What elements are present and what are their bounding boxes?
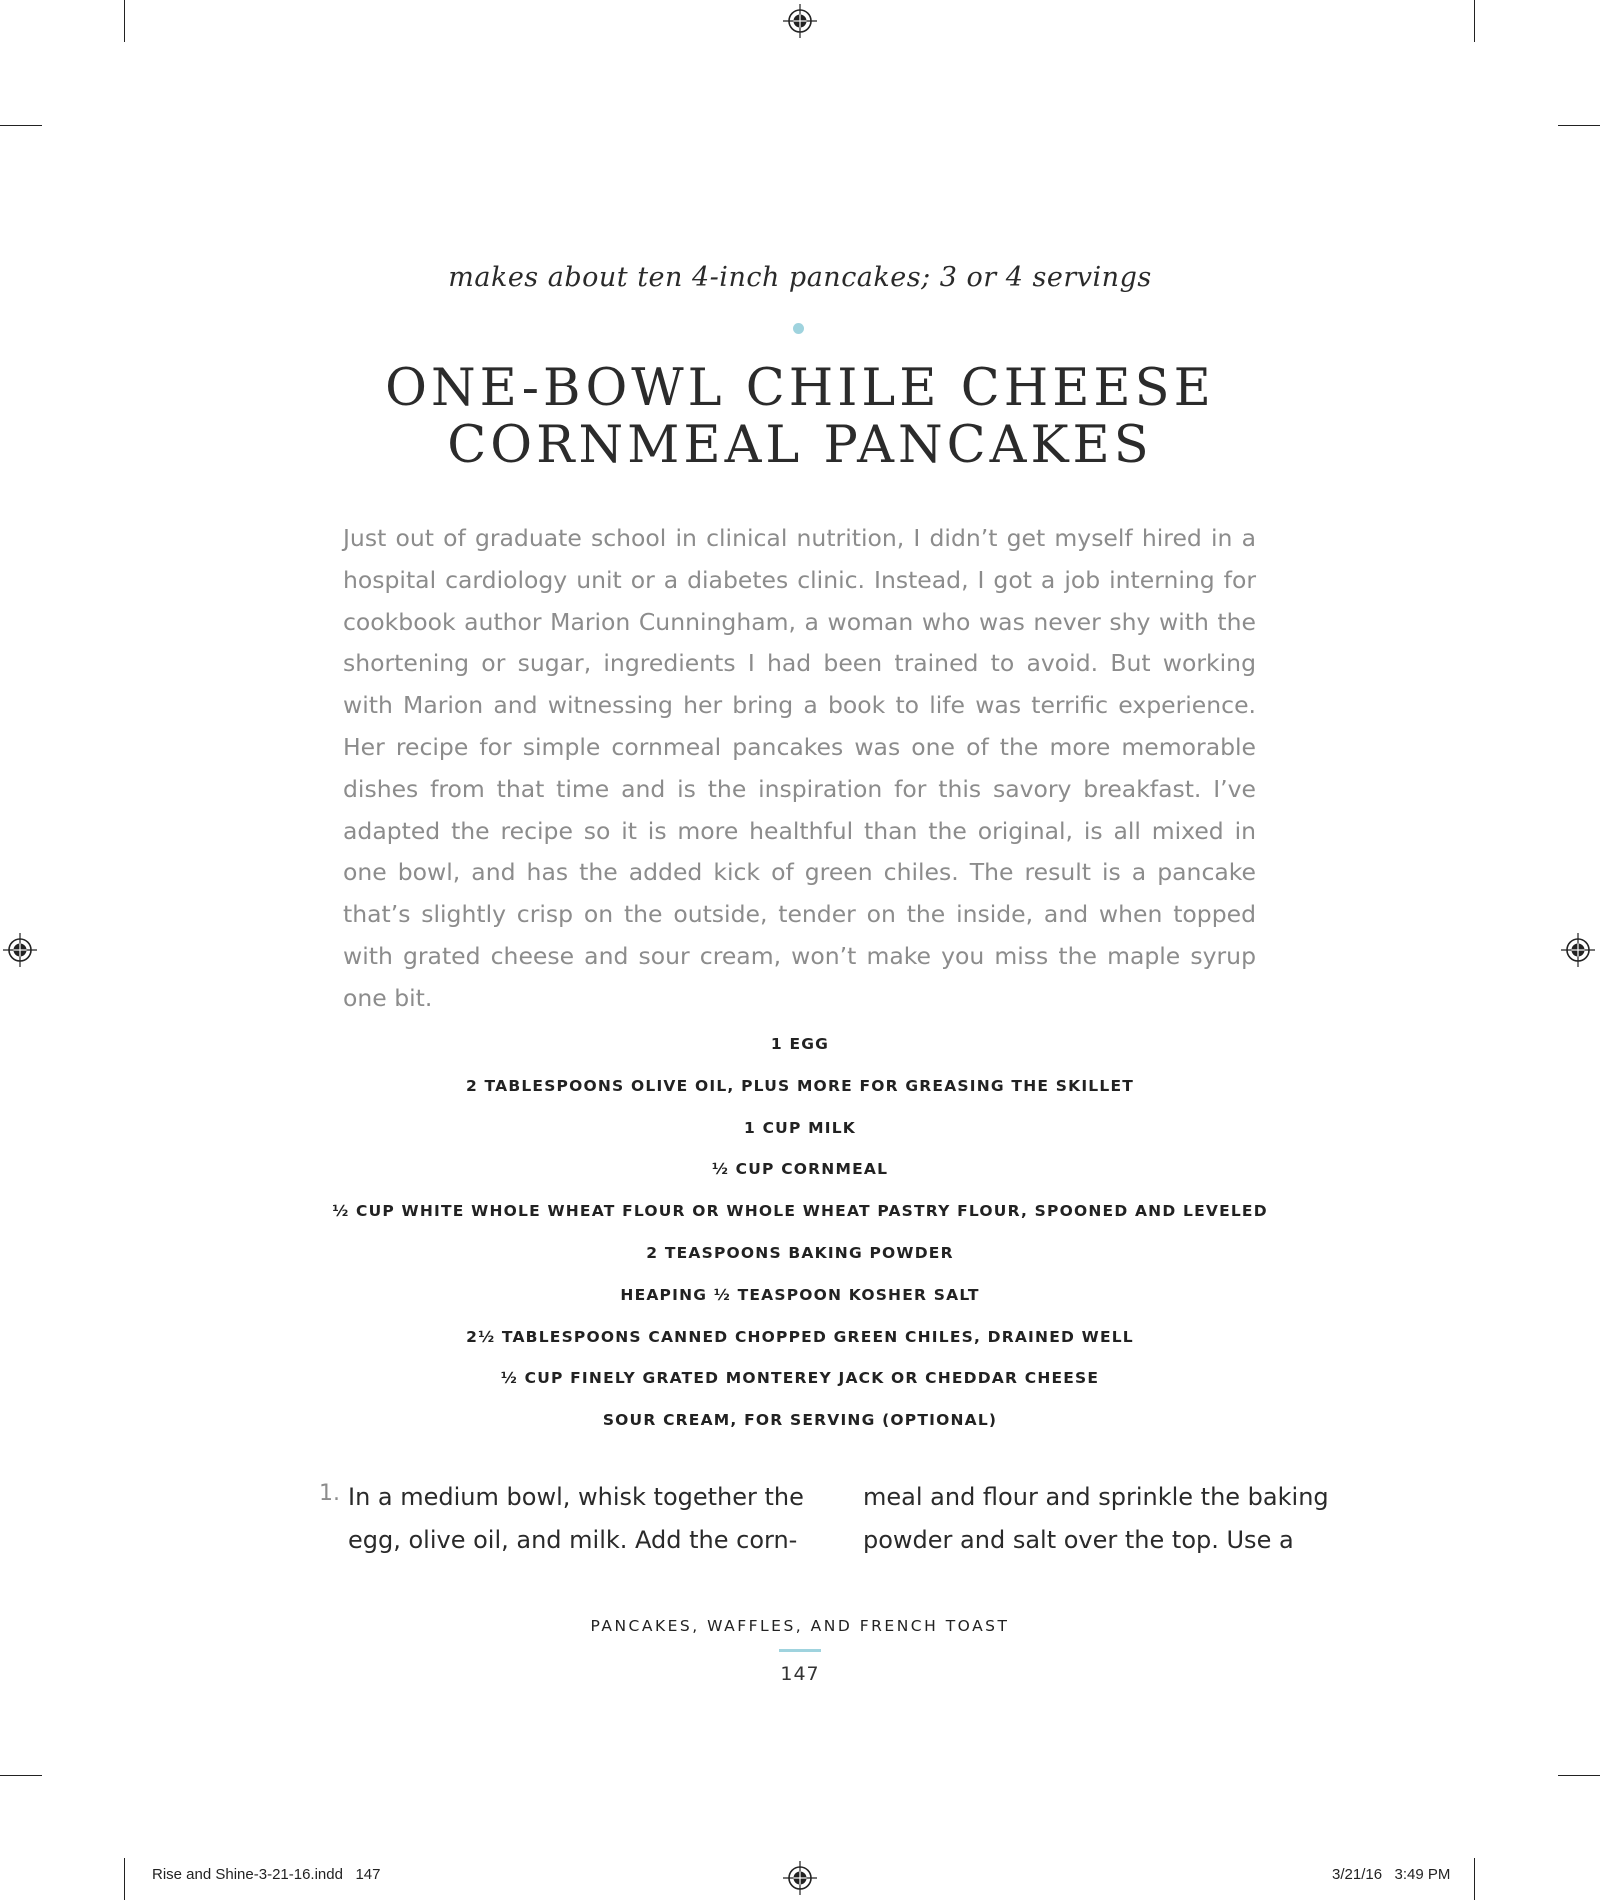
print-slug-timestamp: 3/21/16 3:49 PM	[1332, 1866, 1451, 1883]
crop-mark-bottom-right-vertical	[1474, 1858, 1475, 1900]
page-number: 147	[780, 1663, 820, 1685]
crop-mark-bottom-left-horizontal	[0, 1775, 42, 1776]
step-number: 1.	[319, 1481, 340, 1506]
recipe-title-line-2: CORNMEAL PANCAKES	[447, 416, 1153, 475]
ingredient-item: SOUR CREAM, FOR SERVING (OPTIONAL)	[602, 1411, 998, 1430]
ingredient-list	[300, 1024, 1300, 1442]
registration-target-icon	[1561, 933, 1595, 967]
registration-target-icon	[783, 4, 817, 38]
print-slug-filename: Rise and Shine-3-21-16.indd 147	[152, 1866, 381, 1883]
ingredient-item: 1 EGG	[770, 1035, 830, 1053]
running-footer-section: PANCAKES, WAFFLES, AND FRENCH TOAST	[590, 1617, 1010, 1635]
title-accent-dot	[793, 323, 804, 334]
ingredient-item: 1 CUP MILK	[744, 1118, 856, 1137]
ingredient-item: HEAPING ½ TEASPOON KOSHER SALT	[620, 1285, 980, 1304]
crop-mark-top-left-horizontal	[0, 125, 42, 126]
footer-accent-rule	[779, 1649, 821, 1652]
registration-target-icon	[783, 1861, 817, 1895]
ingredient-item: 2 TEASPOONS BAKING POWDER	[646, 1243, 954, 1262]
crop-mark-bottom-right-horizontal	[1558, 1775, 1600, 1776]
step-text-column-1	[348, 1476, 804, 1562]
ingredient-item: 2 TABLESPOONS OLIVE OIL, PLUS MORE FOR GREASING THE SKILLET	[465, 1076, 1135, 1095]
step-line: meal and flour and sprinkle the baking	[863, 1483, 1329, 1511]
crop-mark-bottom-left-vertical	[124, 1858, 125, 1900]
step-line: powder and salt over the top. Use a	[863, 1526, 1294, 1554]
recipe-yield: makes about ten 4-inch pancakes; 3 or 4 servings	[448, 262, 1152, 293]
recipe-title-line-1: ONE-BOWL CHILE CHEESE	[385, 359, 1215, 418]
ingredient-item: 2½ TABLESPOONS CANNED CHOPPED GREEN CHILES, DRAINED WELL	[466, 1327, 1134, 1346]
crop-mark-top-left-vertical	[124, 0, 125, 42]
crop-mark-top-right-horizontal	[1558, 125, 1600, 126]
ingredient-item: ½ CUP CORNMEAL	[711, 1160, 889, 1179]
ingredient-item: ½ CUP WHITE WHOLE WHEAT FLOUR OR WHOLE WHEAT PASTRY FLOUR, SPOONED AND LEVELED	[332, 1202, 1268, 1221]
crop-mark-top-right-vertical	[1474, 0, 1475, 42]
recipe-title	[300, 360, 1300, 474]
step-line: In a medium bowl, whisk together the	[348, 1483, 804, 1511]
step-text-column-2	[863, 1476, 1329, 1562]
recipe-headnote: Just out of graduate school in clinical nutrition, I didn’t get myself hired in a hospital cardiology unit or a diabetes clinic. Instead, I got a job interning for cookbook author Marion Cunningham, a woman who was never shy with the shortening or sugar, ingredients I had been trained to avoid. But working with Marion and witnessing her bring a book to life was terrific experience. Her recipe for simple cornmeal pancakes was one of the more memorable dishes from that time and is the inspiration for this savory breakfast. I’ve adapted the recipe so it is more healthful than the original, is all mixed in one bowl, and has the added kick of green chiles. The result is a pancake that’s slightly crisp on the outside, tender on the inside, and when topped with grated cheese and sour cream, won’t make you miss the maple syrup one bit.	[343, 524, 1256, 1012]
ingredient-item: ½ CUP FINELY GRATED MONTEREY JACK OR CHEDDAR CHEESE	[500, 1369, 1100, 1388]
step-line: egg, olive oil, and milk. Add the corn-	[348, 1526, 798, 1554]
registration-target-icon	[3, 933, 37, 967]
